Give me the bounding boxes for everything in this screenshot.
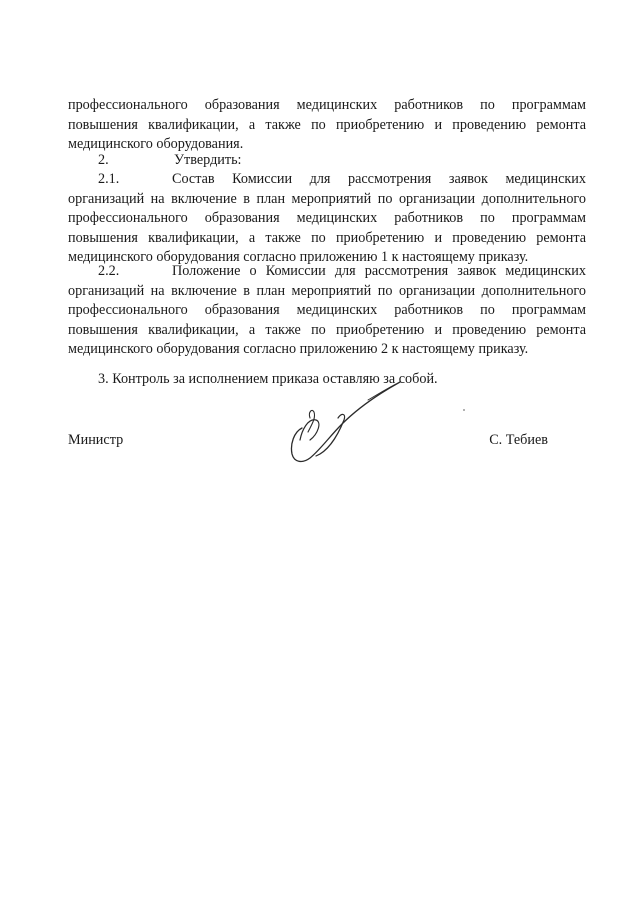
signature-row (68, 431, 548, 455)
paragraph-line: повышения квалификации, а также по приобретению и проведению ремонта (68, 229, 586, 246)
paragraph-intro (68, 96, 586, 155)
paragraph-line: повышения квалификации, а также по приобретению и проведению ремонта (68, 116, 586, 133)
signatory-name: С. Тебиев (489, 432, 548, 448)
item-2-2-number: 2.2. (98, 263, 120, 279)
item-2 (68, 151, 586, 171)
paragraph-line: медицинского оборудования согласно приложению 2 к настоящему приказу. (68, 341, 529, 358)
item-2-1-number: 2.1. (98, 171, 120, 187)
signatory-position: Министр (68, 432, 124, 448)
paragraph-line: медицинского оборудования согласно приложению 1 к настоящему приказу. (68, 249, 529, 266)
paragraph-line: медицинского оборудования. (68, 136, 244, 153)
item-2-1 (68, 170, 586, 268)
paragraph-line: организаций на включение в план мероприятий по организации дополнительного (68, 190, 586, 207)
paragraph-line: Положение о Комиссии для рассмотрения заявок медицинских (172, 263, 586, 279)
paragraph-line: профессионального образования медицинских работников по программам (68, 210, 586, 227)
paragraph-line: Состав Комиссии для рассмотрения заявок медицинских (172, 171, 586, 187)
paragraph-line: повышения квалификации, а также по приобретению и проведению ремонта (68, 321, 586, 338)
item-2-text: Утвердить: (174, 152, 242, 168)
paragraph-line: профессионального образования медицинских работников по программам (68, 97, 586, 113)
scan-speck (463, 409, 465, 411)
item-3-line: 3. Контроль за исполнением приказа оставляю за собой. (98, 371, 438, 387)
item-2-2 (68, 262, 586, 360)
item-2-number: 2. (98, 152, 109, 168)
paragraph-line: организаций на включение в план мероприятий по организации дополнительного (68, 282, 586, 299)
item-2-1-first-line (68, 170, 586, 190)
item-2-line (68, 151, 586, 171)
paragraph-line: профессионального образования медицинских работников по программам (68, 302, 586, 319)
item-2-2-first-line (68, 262, 586, 282)
